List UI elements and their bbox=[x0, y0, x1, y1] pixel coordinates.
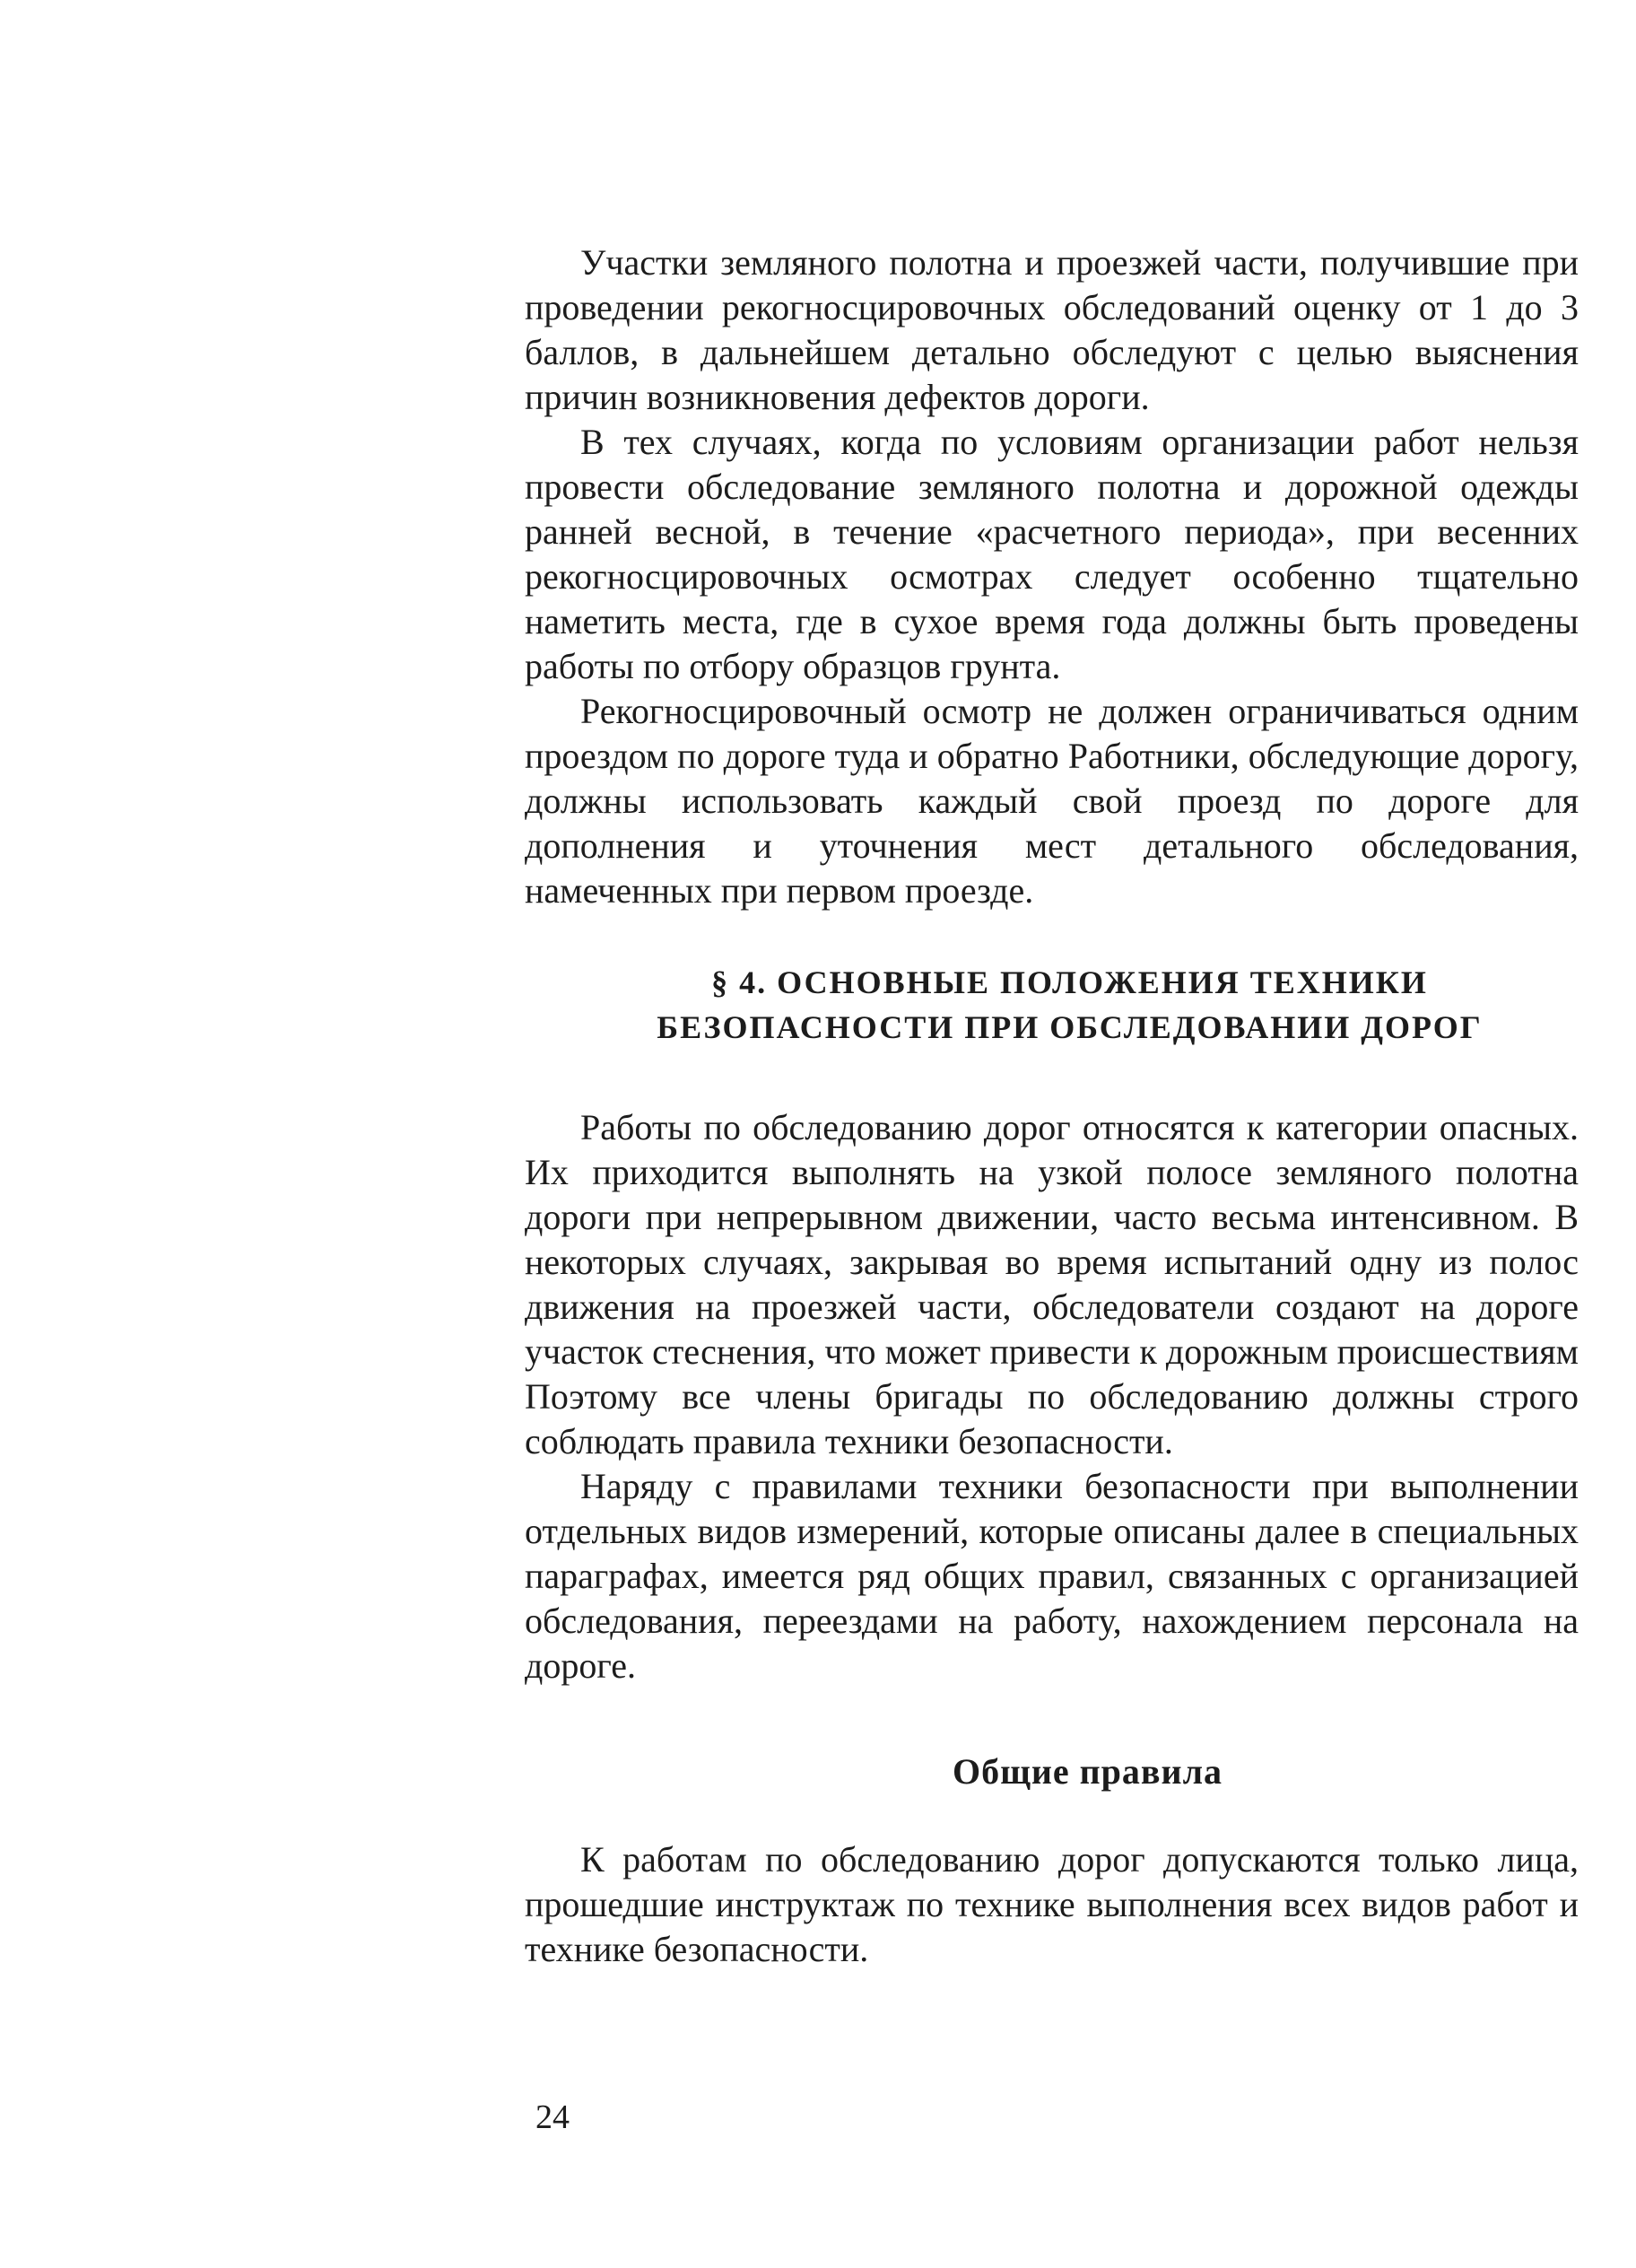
page-number: 24 bbox=[535, 2098, 570, 2136]
paragraph-spring-survey: В тех случаях, когда по условиям организации работ нельзя провести обследование земляного полотна и дорожной одежды ранней весной, в течение «расчетного периода», при весенних рекогносцировочных осмотрах следует особенно тщательно наметить места, где в сухое время года должны быть проведены работы по отбору образцов грунта. bbox=[525, 422, 1579, 686]
subsection-heading: Общие правила bbox=[952, 1751, 1223, 1792]
section-heading-line-2: БЕЗОПАСНОСТИ ПРИ ОБСЛЕДОВАНИИ ДОРОГ bbox=[657, 1009, 1483, 1045]
paragraph-general-rules-intro: Наряду с правилами техники безопасности при выполнении отдельных видов измерений, которые описаны далее в специальных параграфах, имеется ряд общих правил, связанных с организацией обследования, переездами на работу, нахождением персонала на дороге. bbox=[525, 1466, 1579, 1686]
paragraph-detailed-survey: Участки земляного полотна и проезжей части, получившие при проведении рекогносцировочных обследований оценку от 1 до 3 баллов, в дальнейшем детально обследуют с целью выяснения причин возникновения дефектов дороги. bbox=[525, 242, 1579, 417]
paragraph-reconnaissance: Рекогносцировочный осмотр не должен ограничиваться одним проездом по дороге туда и обратно Работники, обследующие дорогу, должны использовать каждый свой проезд по дороге для дополнения и уточнения мест детального обследования, намеченных при первом проезде. bbox=[525, 691, 1579, 911]
paragraph-hazard: Работы по обследованию дорог относятся к категории опасных. Их приходится выполнять на узкой полосе земляного полотна дороги при непрерывном движении, часто весьма интенсивном. В некоторых случаях, закрывая во время испытаний одну из полос движения на проезжей части, обследователи создают на дороге участок стеснения, что может привести к дорожным происшествиям Поэтому все члены бригады по обследованию должны строго соблюдать правила техники безопасности. bbox=[525, 1107, 1579, 1461]
paragraph-admission: К работам по обследованию дорог допускаются только лица, прошедшие инструктаж по технике выполнения всех видов работ и технике безопасности. bbox=[525, 1839, 1579, 1969]
text-column bbox=[525, 240, 1579, 1972]
section-heading-line-1: § 4. ОСНОВНЫЕ ПОЛОЖЕНИЯ ТЕХНИКИ bbox=[711, 964, 1428, 1000]
section-heading bbox=[525, 960, 1579, 1050]
